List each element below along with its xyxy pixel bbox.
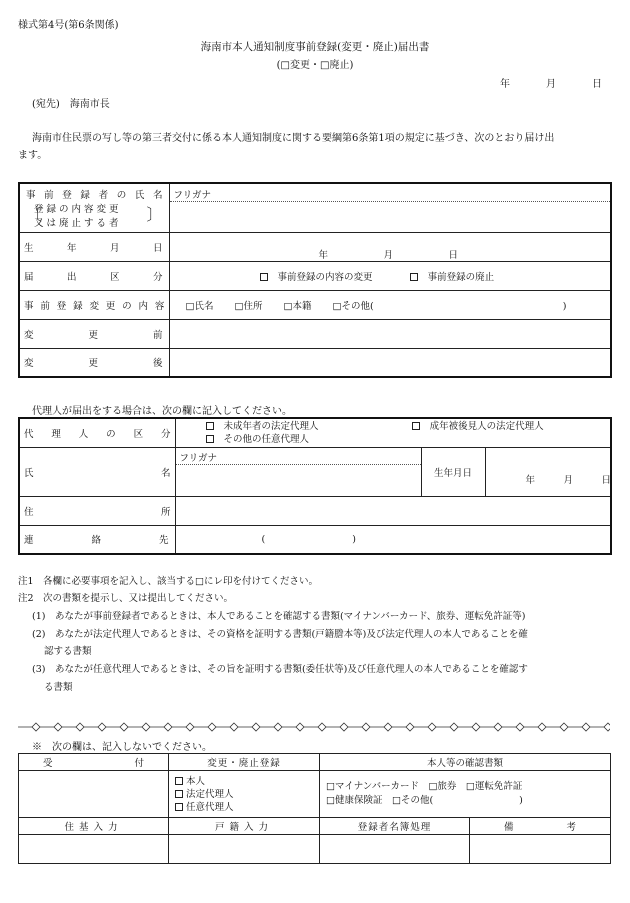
office-self-checkbox[interactable] xyxy=(175,777,183,785)
divider-diamond xyxy=(120,723,128,731)
docs-line1[interactable]: □マイナンバーカード □旅券 □運転免許証 xyxy=(326,781,523,792)
col-koseki-header: 戸籍入力 xyxy=(169,818,320,835)
after-field[interactable] xyxy=(169,348,611,377)
registrant-name-label-line1: 事 前 登 録 者 の 氏 名 xyxy=(26,189,163,201)
divider-diamond xyxy=(450,723,458,731)
addressee: (宛先) 海南市長 xyxy=(32,99,110,110)
agent-birth-year: 年 xyxy=(525,474,536,486)
agent-voluntary-checkbox[interactable] xyxy=(206,435,214,443)
divider-diamond xyxy=(54,723,62,731)
divider-diamond xyxy=(142,723,150,731)
agent-birth-field[interactable] xyxy=(485,447,611,496)
intro-text-line2: ます。 xyxy=(18,150,48,161)
divider-diamond xyxy=(186,723,194,731)
divider-diamond xyxy=(362,723,370,731)
office-legal-label: 法定代理人 xyxy=(186,788,234,800)
change-register-field xyxy=(169,771,320,818)
type-change-label: 事前登録の内容の変更 xyxy=(277,271,373,283)
notification-type-label: 届 出 区 分 xyxy=(19,261,169,290)
divider-diamond xyxy=(76,723,84,731)
office-voluntary-label: 任意代理人 xyxy=(186,801,234,813)
agent-address-field[interactable] xyxy=(175,496,611,525)
divider-diamond xyxy=(428,723,436,731)
agent-minor-label: 未成年者の法定代理人 xyxy=(223,420,319,432)
divider-diamond xyxy=(582,723,590,731)
col-biko-header: 備 考 xyxy=(470,818,611,835)
docs-field xyxy=(320,771,611,818)
divider-diamond xyxy=(230,723,238,731)
agent-furigana: フリガナ xyxy=(176,448,421,465)
before-label: 変 更 前 xyxy=(19,319,169,348)
form-subtitle: (□変更・□廃止) xyxy=(276,60,354,71)
divider-diamond xyxy=(538,723,546,731)
note-2-item-1: (1) あなたが事前登録者であるときは、本人であることを確認する書類(マイナンバーカード、旅券、運転免許証等) xyxy=(32,611,526,622)
agent-adult-guardian-label: 成年被後見人の法定代理人 xyxy=(429,420,544,432)
agent-name-label: 氏 名 xyxy=(19,447,175,496)
note-2-item-3b: る書類 xyxy=(44,682,73,693)
col-juki-header: 住基入力 xyxy=(19,818,169,835)
birthdate-label: 生 年 月 日 xyxy=(19,232,169,261)
divider-diamond xyxy=(560,723,568,731)
agent-table xyxy=(18,417,612,555)
agent-address-label: 住 所 xyxy=(19,496,175,525)
registrant-name-label-line2: 登録の内容変更 xyxy=(34,203,122,215)
date-day[interactable]: 日 xyxy=(592,79,602,90)
agent-name-field[interactable] xyxy=(175,447,421,496)
agent-birth-month: 月 xyxy=(563,474,574,486)
birth-year: 年 xyxy=(318,249,329,261)
office-table xyxy=(18,753,611,864)
birth-month: 月 xyxy=(383,249,394,261)
agent-adult-guardian-checkbox[interactable] xyxy=(412,422,420,430)
divider-diamond xyxy=(472,723,480,731)
col-docs-header: 本人等の確認書類 xyxy=(320,754,611,771)
docs-line2[interactable]: □健康保険証 □その他( xyxy=(326,795,434,806)
note-2: 注2 次の書類を提示し、又は提出してください。 xyxy=(18,593,234,604)
col-receipt-header: 受 付 xyxy=(19,754,169,771)
before-field[interactable] xyxy=(169,319,611,348)
divider-diamond xyxy=(516,723,524,731)
note-2-item-3a: (3) あなたが任意代理人であるときは、その旨を証明する書類(委任状等)及び任意代理人の本人であることを確認す xyxy=(32,664,528,675)
birthdate-field[interactable] xyxy=(169,232,611,261)
office-intro: ※ 次の欄は、記入しないでください。 xyxy=(32,742,212,753)
note-2-item-2a: (2) あなたが法定代理人であるときは、その資格を証明する書類(戸籍謄本等)及び法定代理人の本人であることを確 xyxy=(32,629,528,640)
note-2-item-2b: 認する書類 xyxy=(44,646,92,657)
type-change-checkbox[interactable] xyxy=(260,273,268,281)
contact-paren-open: ( xyxy=(261,533,266,545)
divider-diamond xyxy=(32,723,40,731)
agent-type-field xyxy=(175,418,611,447)
office-voluntary-checkbox[interactable] xyxy=(175,803,183,811)
change-opt-address[interactable]: □住所 xyxy=(234,300,263,312)
col-change-header: 変更・廃止登録 xyxy=(169,754,320,771)
note-1: 注1 各欄に必要事項を記入し、該当する□にレ印を付けてください。 xyxy=(18,576,319,587)
divider-diamond xyxy=(274,723,282,731)
type-abolish-label: 事前登録の廃止 xyxy=(427,271,495,283)
change-content-field xyxy=(169,290,611,319)
registrant-name-label xyxy=(19,183,169,232)
date-month[interactable]: 月 xyxy=(546,79,556,90)
agent-contact-label: 連 絡 先 xyxy=(19,525,175,554)
diamond-divider xyxy=(18,722,610,732)
office-legal-checkbox[interactable] xyxy=(175,790,183,798)
type-abolish-checkbox[interactable] xyxy=(410,273,418,281)
divider-diamond xyxy=(252,723,260,731)
agent-type-label: 代 理 人 の 区 分 xyxy=(19,418,175,447)
divider-diamond xyxy=(296,723,304,731)
after-label: 変 更 後 xyxy=(19,348,169,377)
contact-paren-close: ) xyxy=(352,533,356,545)
agent-contact-field[interactable] xyxy=(175,525,611,554)
juki-field[interactable] xyxy=(19,835,169,864)
date-year[interactable]: 年 xyxy=(500,79,510,90)
agent-voluntary-label: その他の任意代理人 xyxy=(223,433,310,445)
divider-diamond xyxy=(208,723,216,731)
agent-intro: 代理人が届出をする場合は、次の欄に記入してください。 xyxy=(32,406,292,417)
change-opt-close: ) xyxy=(562,300,567,312)
divider-diamond xyxy=(164,723,172,731)
change-opt-honseki[interactable]: □本籍 xyxy=(283,300,312,312)
meibo-field[interactable] xyxy=(320,835,470,864)
agent-minor-checkbox[interactable] xyxy=(206,422,214,430)
change-content-label: 事 前 登 録 変 更 の 内 容 xyxy=(19,290,169,319)
divider-diamond xyxy=(604,723,610,731)
form-title: 海南市本人通知制度事前登録(変更・廃止)届出書 xyxy=(200,41,430,53)
divider-diamond xyxy=(318,723,326,731)
change-opt-name[interactable]: □氏名 xyxy=(185,300,214,312)
registrant-name-label-line3: 又は廃止する者 xyxy=(34,217,122,229)
form-number: 様式第4号(第6条関係) xyxy=(18,20,119,31)
col-meibo-header: 登録者名簿処理 xyxy=(320,818,470,835)
divider-diamond xyxy=(494,723,502,731)
koseki-field[interactable] xyxy=(169,835,320,864)
bracket-group: 〔 登録の内容変更 又は廃止する者 〕 xyxy=(26,201,163,229)
notification-type-field xyxy=(169,261,611,290)
registrant-furigana: フリガナ xyxy=(170,184,611,202)
agent-birth-day: 日 xyxy=(601,474,612,486)
intro-text-line1: 海南市住民票の写し等の第三者交付に係る本人通知制度に関する要綱第6条第1項の規定に基づき、次のとおり届け出 xyxy=(32,133,555,144)
agent-birth-label: 生年月日 xyxy=(421,447,485,496)
change-opt-other[interactable]: □その他( xyxy=(332,300,374,312)
birth-day: 日 xyxy=(448,249,459,261)
divider-diamond xyxy=(406,723,414,731)
registrant-name-field[interactable] xyxy=(169,183,611,232)
office-self-label: 本人 xyxy=(186,775,206,787)
divider-diamond xyxy=(384,723,392,731)
biko-field[interactable] xyxy=(470,835,611,864)
docs-close: ) xyxy=(519,795,523,806)
divider-diamond xyxy=(98,723,106,731)
receipt-field[interactable] xyxy=(19,771,169,818)
registrant-table xyxy=(18,182,612,378)
divider-diamond xyxy=(340,723,348,731)
